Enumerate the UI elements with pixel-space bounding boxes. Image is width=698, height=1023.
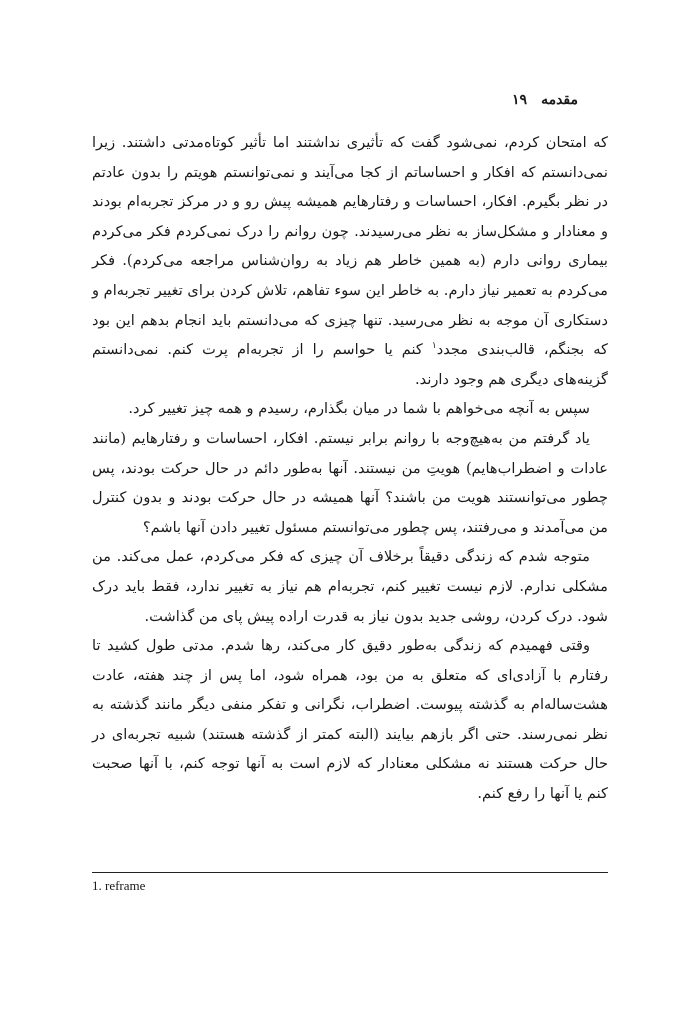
running-header xyxy=(512,92,578,108)
paragraph-1 xyxy=(92,128,608,394)
footnote-reference[interactable]: ۱ xyxy=(431,341,437,352)
footnote-divider xyxy=(92,872,608,873)
paragraph-5: وقتی فهمیدم که زندگی به‌طور دقیق کار می‌کند، رها شدم. مدتی طول کشید تا رفتارم با آزادی‌ای که متعلق به من بود، همراه شود، اما پس از چند هفته، عادت هشت‌ساله‌ام به گذشته پیوست. اضطراب، نگرانی و تفکر منفی دیگر مانند گذشته به نظر نمی‌رسند. حتی اگر بازهم بیایند (البته کمتر از گذشته هستند) شبیه تجربه‌ای در حال حرکت هستند نه مشکلی معنادار که لازم است به آنها توجه کنم، با آنها صحبت کنم یا آنها را رفع کنم. xyxy=(92,637,608,803)
section-title: مقدمه xyxy=(541,92,578,108)
footnote-1: 1. reframe xyxy=(92,878,146,893)
body-text xyxy=(92,128,608,809)
paragraph-1-before: که امتحان کردم، نمی‌شود گفت که تأثیری نداشتند اما تأثیر کوتاه‌مدتی داشتند. زیرا نمی‌دانستم که افکار و احساساتم از کجا می‌آیند و نمی‌توانستم هویتم را بدون عادتم در نظر بگیرم. افکار، احساسات و رفتارهایم همیشه پیش رو و در مرکز تجربه‌ام بودند و معنادار و مشکل‌ساز به نظر می‌رسیدند. چون روانم را درک نمی‌کردم فکر می‌کردم بیماری روانی دارم (به همین خاطر هم زیاد به روان‌شناس مراجعه می‌کردم). فکر می‌کردم به تعمیر نیاز دارم. به خاطر این سوء تفاهم، تلاش کردن برای تغییر تجربه‌ام و دستکاری آن موجه به نظر می‌رسید. تنها چیزی که می‌دانستم باید انجام بدهم این بود که بجنگم، قالب‌بندی مجدد xyxy=(91,134,609,359)
paragraph-3: یاد گرفتم من به‌هیچ‌وجه با روانم برابر نیستم. افکار، احساسات و رفتارهایم (مانند عادات و اضطراب‌هایم) هویتِ من نیستند. آنها به‌طور دائم در حال حرکت بودند، پس چطور می‌توانستند هویت من باشند؟ آنها همیشه در حال حرکت بودند و بدون کنترل من می‌آمدند و می‌رفتند، پس چطور می‌توانستم مسئول تغییر دادن آنها باشم؟ xyxy=(92,429,608,536)
paragraph-2: سپس به آنچه می‌خواهم با شما در میان بگذارم، رسیدم و همه چیز تغییر کرد. xyxy=(128,400,590,418)
paragraph-4: متوجه شدم که زندگی دقیقاً برخلاف آن چیزی که فکر می‌کردم، عمل می‌کند. من مشکلی ندارم. لازم نیست تغییر کنم، تجربه‌ام هم نیاز به تغییر ندارد، فقط باید درک شود. درک کردن، روشی جدید بدون نیاز به قدرت اراده پیش پای من گذاشت. xyxy=(92,548,608,625)
paragraph-1-after: کنم یا حواسم را از تجربه‌ام پرت کنم. نمی‌دانستم گزینه‌های دیگری هم وجود دارند. xyxy=(92,341,608,388)
page-number: ۱۹ xyxy=(512,92,528,108)
